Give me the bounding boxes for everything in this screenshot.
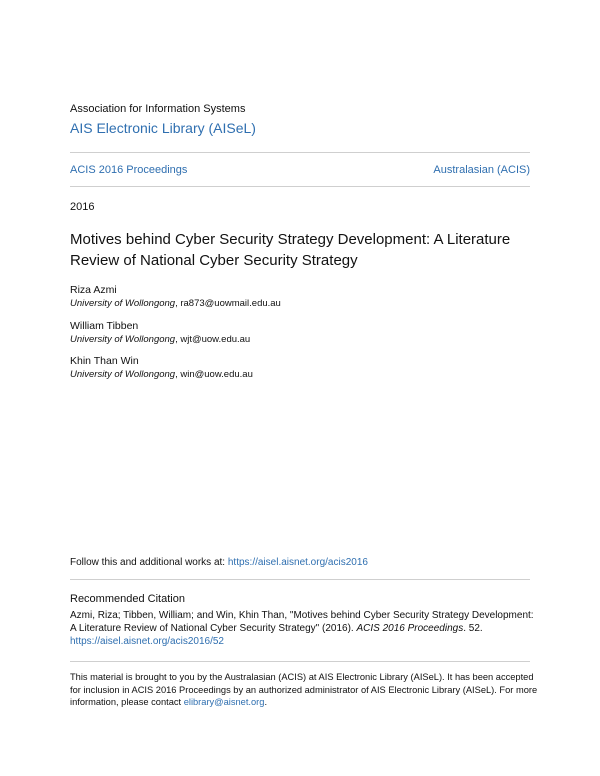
author-name: Riza Azmi bbox=[70, 284, 117, 296]
author-name: William Tibben bbox=[70, 320, 139, 332]
divider-nav bbox=[70, 186, 530, 187]
publication-year: 2016 bbox=[70, 201, 95, 213]
author-institution: University of Wollongong bbox=[70, 369, 176, 380]
author-1 bbox=[70, 283, 530, 311]
follow-text: Follow this and additional works at: bbox=[70, 557, 228, 568]
citation-heading: Recommended Citation bbox=[70, 593, 185, 605]
divider-notice bbox=[70, 661, 530, 662]
author-affiliation bbox=[70, 297, 530, 311]
contact-email-link[interactable]: elibrary@aisnet.org bbox=[183, 697, 265, 707]
access-notice bbox=[70, 671, 540, 709]
author-email: , win@uow.edu.au bbox=[175, 369, 253, 380]
organization-name: Association for Information Systems bbox=[70, 103, 246, 115]
citation-body bbox=[70, 609, 540, 648]
author-institution: University of Wollongong bbox=[70, 334, 176, 345]
author-institution: University of Wollongong bbox=[70, 298, 176, 309]
author-2 bbox=[70, 319, 530, 347]
follow-line bbox=[70, 557, 368, 568]
citation-journal: ACIS 2016 Proceedings bbox=[356, 623, 464, 634]
citation-link[interactable]: https://aisel.aisnet.org/acis2016/52 bbox=[70, 636, 224, 647]
citation-text: Azmi, Riza; Tibben, William; and Win, Khin Than, "Motives behind Cyber Security Strategy Development: A Literature Review of National Cyber Security Strategy" (2016). bbox=[70, 610, 534, 634]
citation-number: . 52. bbox=[463, 623, 483, 634]
notice-text: This material is brought to you by the Australasian (ACIS) at AIS Electronic Library (AISeL). It has been accepted for inclusion in ACIS 2016 Proceedings by an authorized administrator of AIS Electronic Library (AISeL). For more information, please contact bbox=[70, 672, 538, 707]
region-link[interactable]: Australasian (ACIS) bbox=[433, 164, 530, 176]
collection-link[interactable]: https://aisel.aisnet.org/acis2016 bbox=[227, 557, 368, 568]
author-3 bbox=[70, 354, 530, 382]
paper-title: Motives behind Cyber Security Strategy Development: A Literature Review of National Cyber Security Strategy bbox=[70, 231, 511, 269]
notice-end: . bbox=[264, 697, 268, 707]
divider-top bbox=[70, 152, 530, 153]
author-affiliation bbox=[70, 368, 530, 382]
author-affiliation bbox=[70, 333, 530, 347]
author-email: , wjt@uow.edu.au bbox=[175, 334, 251, 345]
proceedings-link[interactable]: ACIS 2016 Proceedings bbox=[70, 164, 188, 176]
author-name: Khin Than Win bbox=[70, 355, 139, 367]
divider-citation bbox=[70, 579, 530, 580]
author-email: , ra873@uowmail.edu.au bbox=[175, 298, 281, 309]
library-link[interactable]: AIS Electronic Library (AISeL) bbox=[70, 120, 256, 136]
